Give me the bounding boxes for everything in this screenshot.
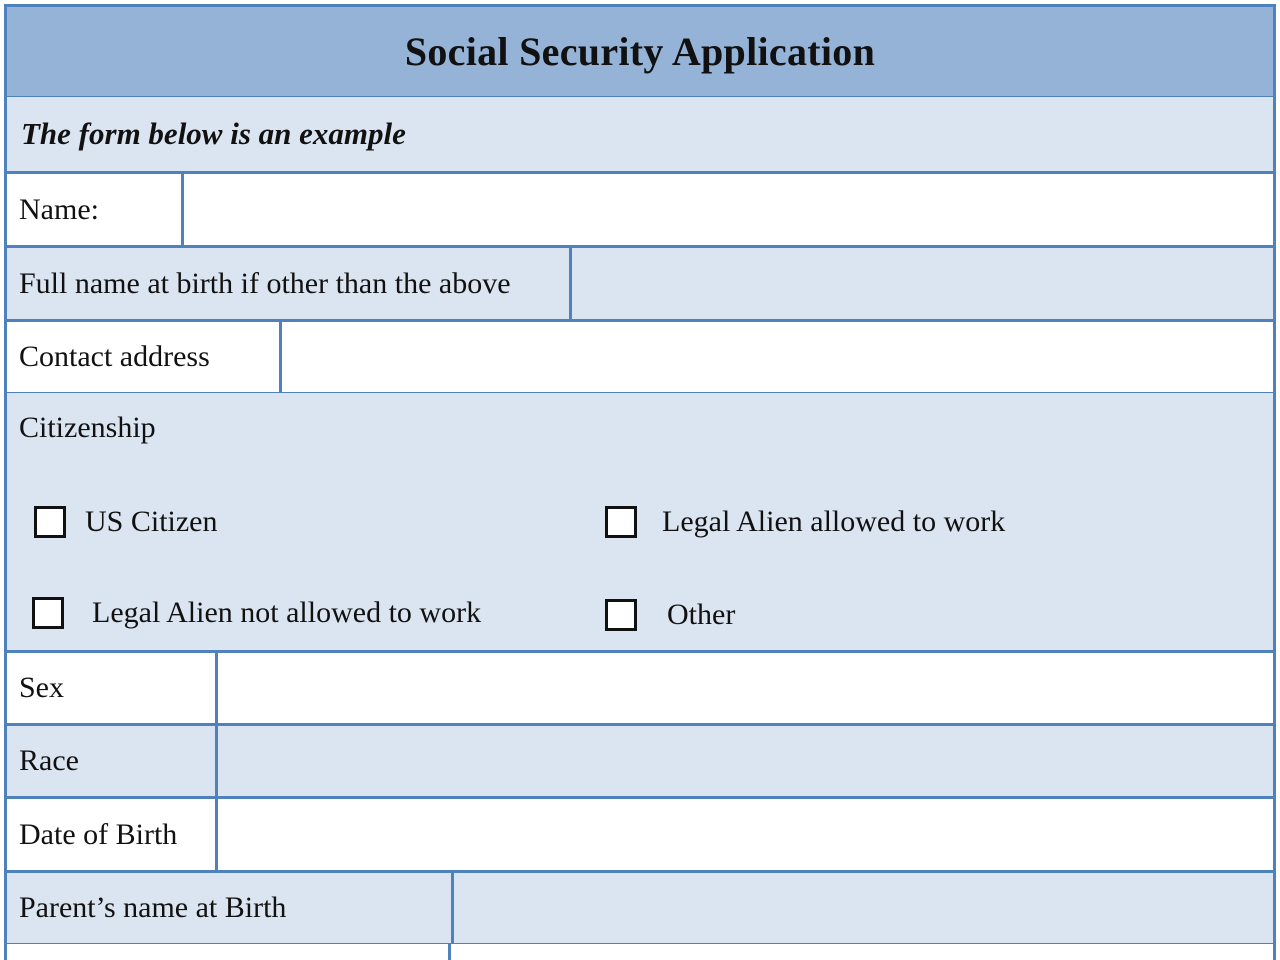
full-name-at-birth-row xyxy=(4,248,1276,322)
race-label: Race xyxy=(7,726,218,796)
name-input[interactable] xyxy=(184,174,1273,245)
parents-name-at-birth-input[interactable] xyxy=(454,873,1273,943)
next-row-partial xyxy=(4,944,1276,960)
other-checkbox[interactable] xyxy=(605,599,637,631)
form-title: Social Security Application xyxy=(404,29,876,74)
form-title-bar xyxy=(4,4,1276,99)
full-name-at-birth-input[interactable] xyxy=(572,248,1273,319)
full-name-at-birth-label: Full name at birth if other than the above xyxy=(7,248,572,319)
form-subtitle-bar xyxy=(4,97,1276,174)
date-of-birth-label: Date of Birth xyxy=(7,799,218,870)
legal-alien-not-allowed-checkbox[interactable] xyxy=(32,597,64,629)
race-row xyxy=(4,726,1276,799)
legal-alien-not-allowed-label: Legal Alien not allowed to work xyxy=(92,596,482,629)
sex-label: Sex xyxy=(7,653,218,723)
sex-input[interactable] xyxy=(218,653,1273,723)
citizenship-option-legal-alien-allowed[interactable] xyxy=(605,505,1005,539)
citizenship-section xyxy=(4,393,1276,653)
parents-name-at-birth-label: Parent’s name at Birth xyxy=(7,873,454,943)
legal-alien-allowed-checkbox[interactable] xyxy=(605,506,637,538)
date-of-birth-input[interactable] xyxy=(218,799,1273,870)
contact-address-input[interactable] xyxy=(282,322,1273,392)
contact-address-label: Contact address xyxy=(7,322,282,392)
us-citizen-label: US Citizen xyxy=(85,505,218,538)
race-input[interactable] xyxy=(218,726,1273,796)
legal-alien-allowed-label: Legal Alien allowed to work xyxy=(662,505,1006,538)
name-label: Name: xyxy=(7,174,184,245)
form-subtitle: The form below is an example xyxy=(21,116,406,151)
parents-name-at-birth-row xyxy=(4,873,1276,946)
us-citizen-checkbox[interactable] xyxy=(34,506,66,538)
citizenship-option-legal-alien-not-allowed[interactable] xyxy=(32,596,481,630)
next-row-label-cell xyxy=(7,944,451,960)
name-row xyxy=(4,174,1276,248)
citizenship-label: Citizenship xyxy=(19,411,156,444)
contact-address-row xyxy=(4,322,1276,395)
date-of-birth-row xyxy=(4,799,1276,873)
sex-row xyxy=(4,653,1276,726)
citizenship-option-us-citizen[interactable] xyxy=(34,505,218,539)
citizenship-option-other[interactable] xyxy=(605,598,735,632)
other-label: Other xyxy=(667,598,736,631)
